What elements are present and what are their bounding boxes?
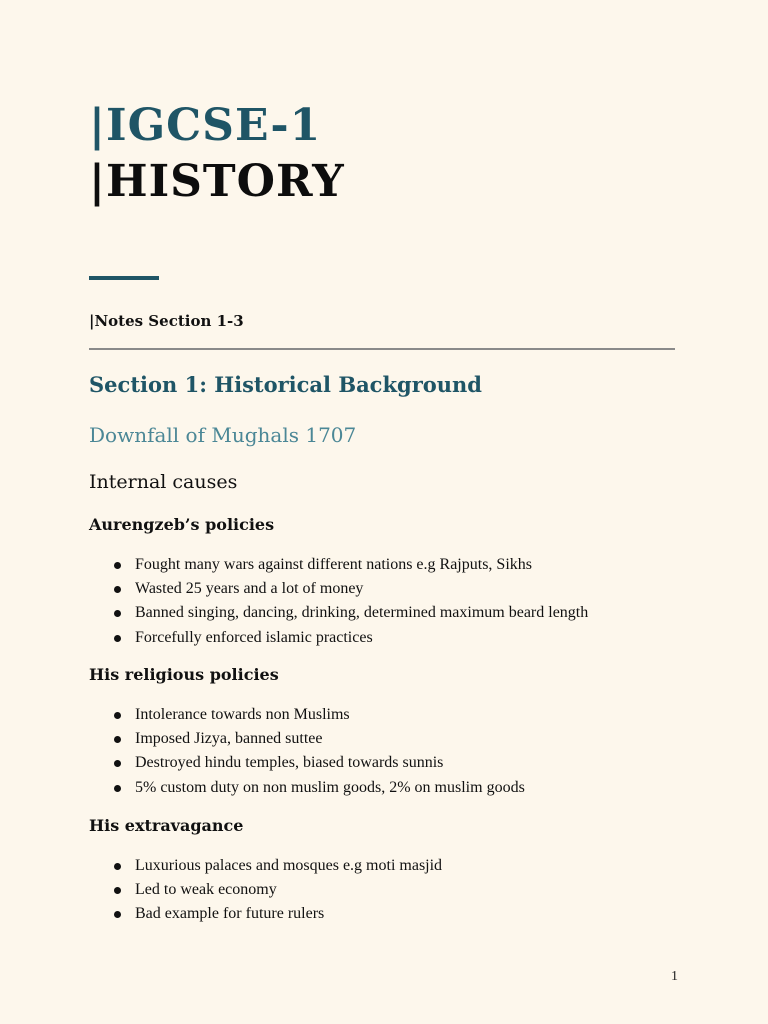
list-item <box>89 626 588 650</box>
list-item <box>89 854 442 878</box>
list-item <box>89 727 525 751</box>
bullet-icon <box>114 712 121 719</box>
list-item-text: Banned singing, dancing, drinking, determined maximum beard length <box>135 604 589 622</box>
group-heading-religious-policies: His religious policies <box>89 665 279 684</box>
causes-heading: Internal causes <box>89 471 238 493</box>
list-item <box>89 577 588 601</box>
list-item-text: Forcefully enforced islamic practices <box>135 628 373 646</box>
group-heading-extravagance: His extravagance <box>89 816 244 835</box>
list-item <box>89 553 588 577</box>
list-item-text: Destroyed hindu temples, biased towards sunnis <box>135 754 444 772</box>
document-title-line-1: |IGCSE-1 <box>89 100 322 151</box>
list-item <box>89 902 442 926</box>
list-item-text: Intolerance towards non Muslims <box>135 706 350 723</box>
list-item-text: Wasted 25 years and a lot of money <box>135 580 364 598</box>
list-item-text: Fought many wars against different nations e.g Rajputs, Sikhs <box>135 556 532 573</box>
bullet-icon <box>114 760 121 767</box>
document-subtitle: |Notes Section 1-3 <box>89 312 244 330</box>
list-item <box>89 703 525 727</box>
title-accent-bar <box>89 276 159 280</box>
bullet-icon <box>114 586 121 593</box>
list-item-text: 5% custom duty on non muslim goods, 2% on muslim goods <box>135 778 525 796</box>
bullet-list-religious-policies <box>89 703 525 800</box>
page-number: 1 <box>671 969 678 984</box>
bullet-icon <box>114 785 121 792</box>
section-heading: Section 1: Historical Background <box>89 372 482 397</box>
list-item <box>89 601 588 625</box>
bullet-icon <box>114 562 121 569</box>
group-heading-aurengzeb-policies: Aurengzeb’s policies <box>89 515 275 534</box>
subsection-heading: Downfall of Mughals 1707 <box>89 423 357 447</box>
bullet-icon <box>114 887 121 894</box>
bullet-list-extravagance <box>89 854 442 927</box>
list-item-text: Imposed Jizya, banned suttee <box>135 730 323 748</box>
list-item-text: Luxurious palaces and mosques e.g moti masjid <box>135 857 443 874</box>
list-item <box>89 751 525 775</box>
list-item-text: Bad example for future rulers <box>135 905 325 923</box>
horizontal-divider <box>89 348 675 350</box>
bullet-icon <box>114 863 121 870</box>
document-title-line-2: |HISTORY <box>89 156 345 207</box>
bullet-list-aurengzeb-policies <box>89 553 588 650</box>
bullet-icon <box>114 610 121 617</box>
list-item-text: Led to weak economy <box>135 881 277 899</box>
bullet-icon <box>114 635 121 642</box>
list-item <box>89 776 525 800</box>
bullet-icon <box>114 911 121 918</box>
bullet-icon <box>114 736 121 743</box>
list-item <box>89 878 442 902</box>
